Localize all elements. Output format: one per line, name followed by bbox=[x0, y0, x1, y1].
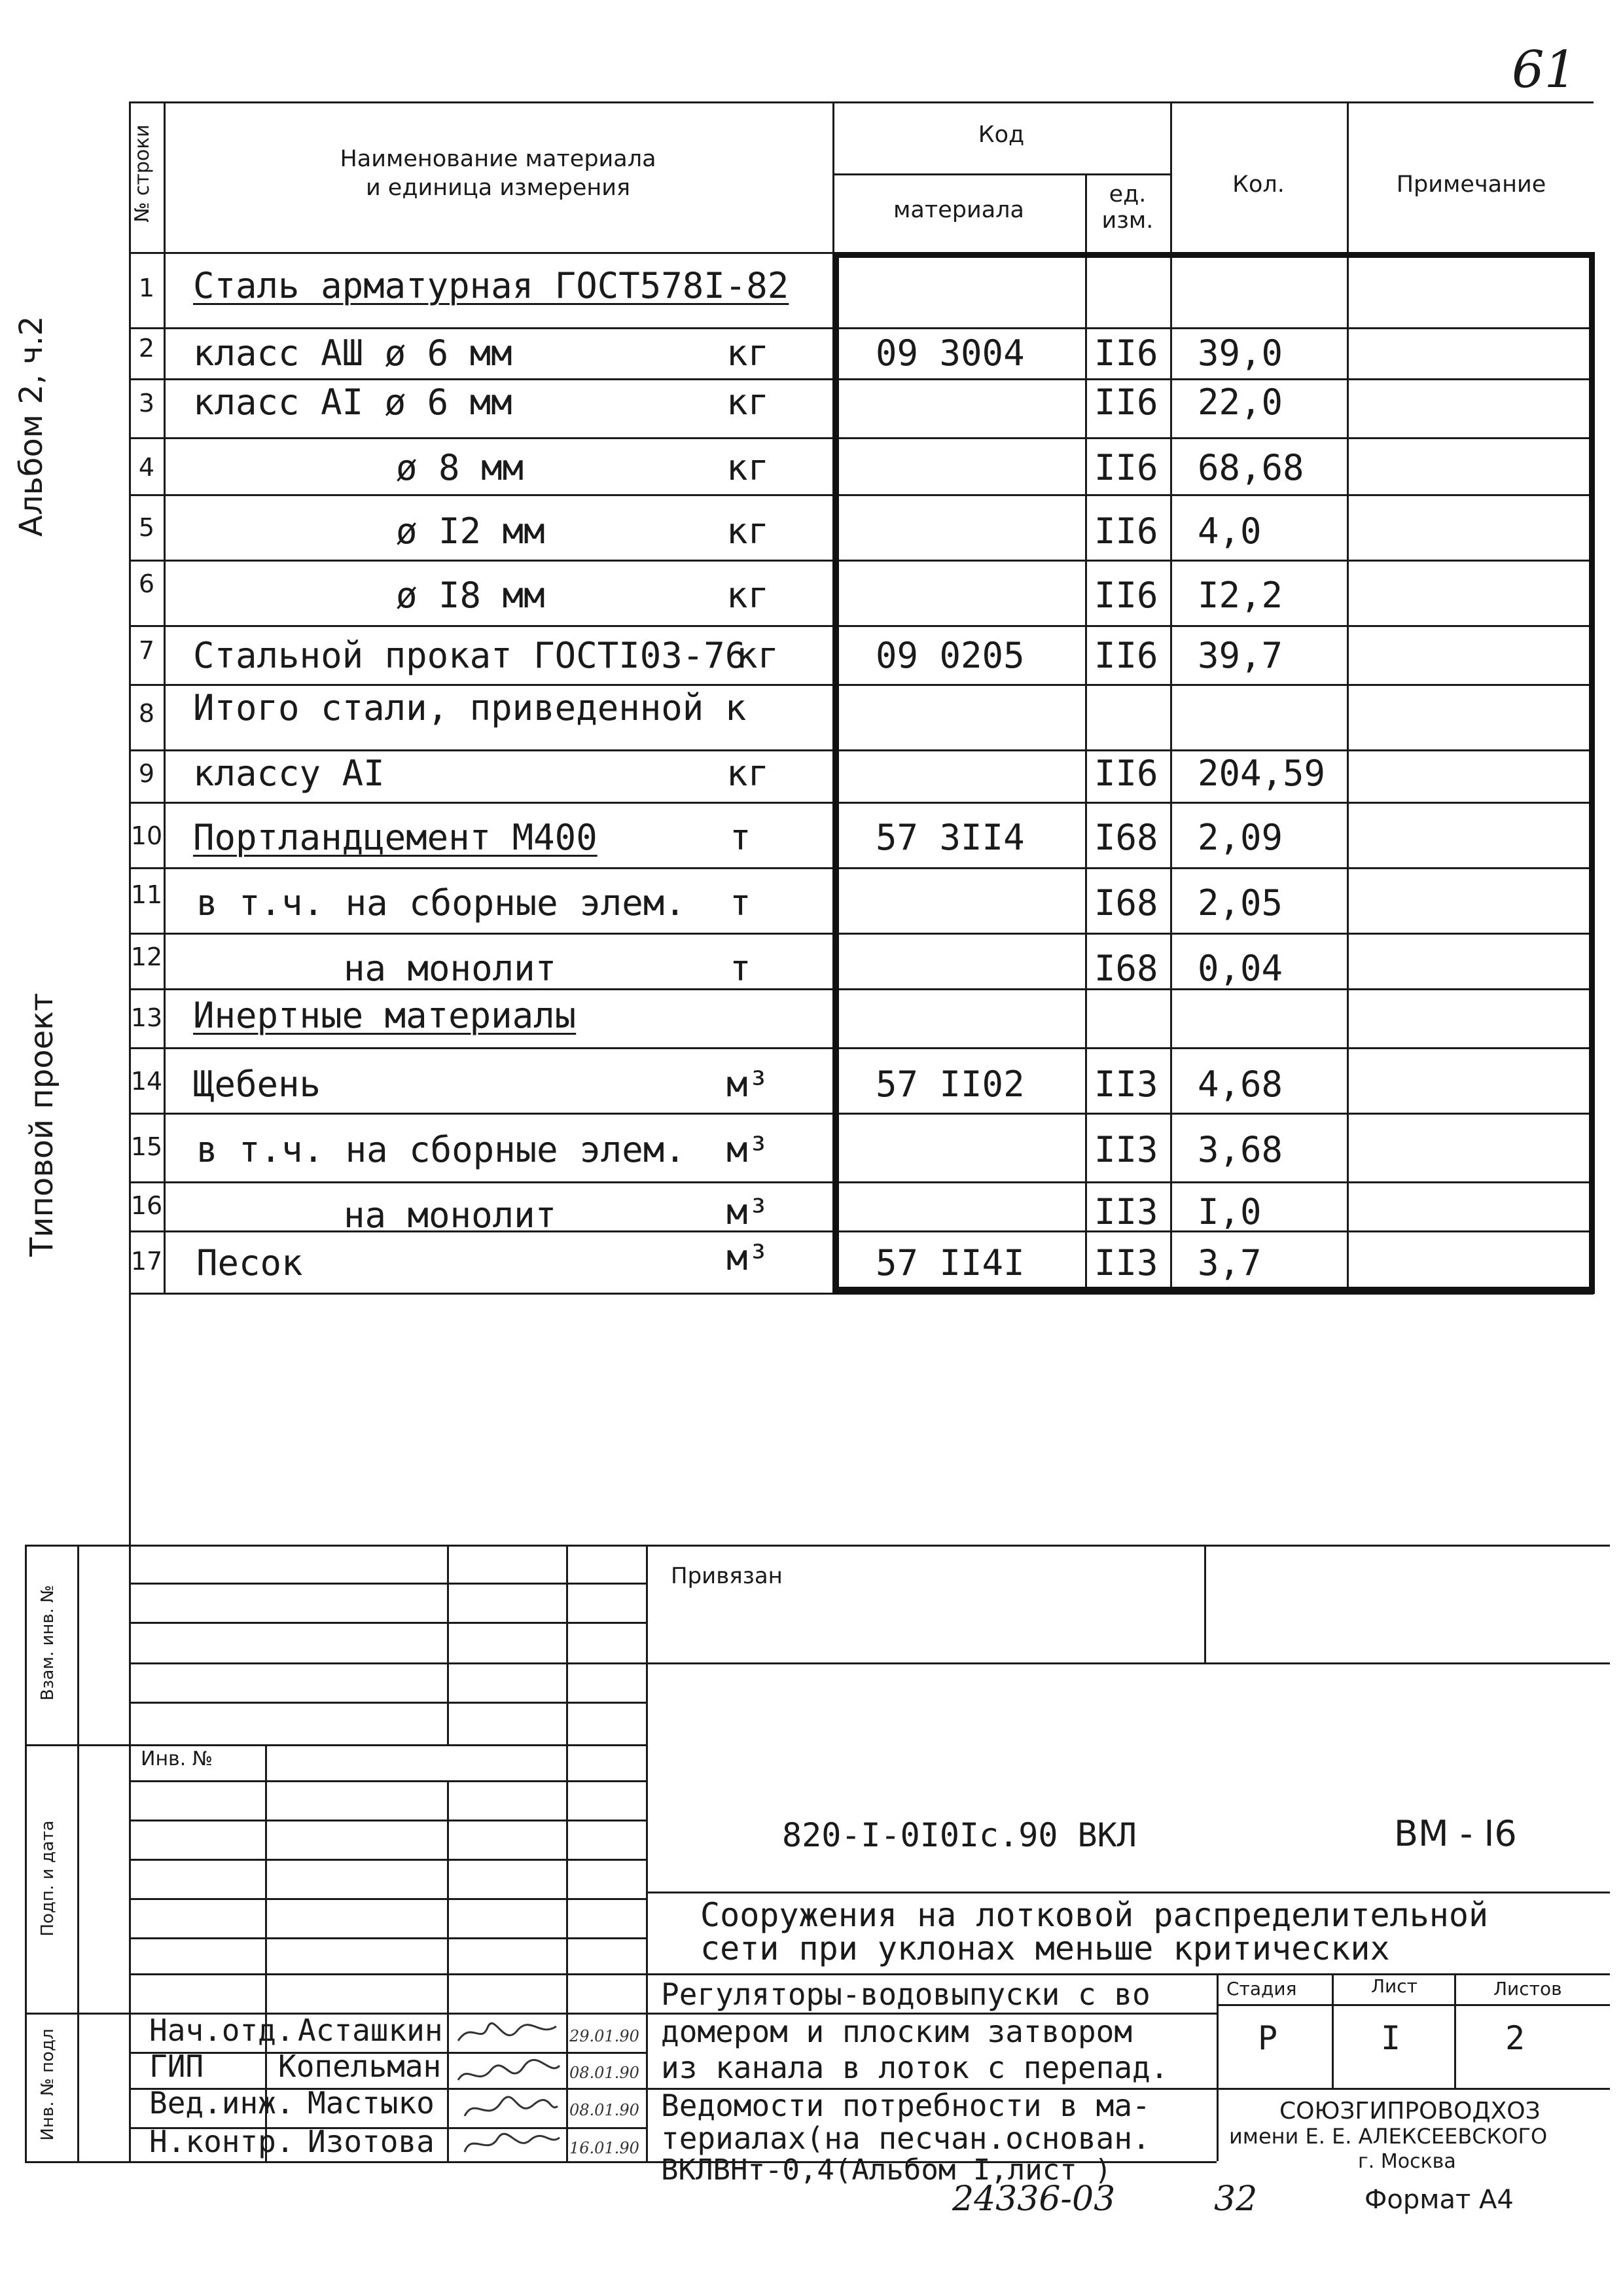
subtitle-2-line-1: Ведомости потребности в ма- bbox=[661, 2088, 1150, 2123]
row-quantity: 68,68 bbox=[1198, 447, 1304, 488]
row-number: 2 bbox=[138, 334, 155, 363]
row-unit-code: II6 bbox=[1094, 511, 1158, 552]
row-unit: т bbox=[730, 882, 751, 924]
row-name: в т.ч. на сборные элем. bbox=[196, 882, 686, 924]
header-code-unit-1: ед. bbox=[1109, 181, 1147, 207]
row-unit-code: II6 bbox=[1094, 382, 1158, 423]
staff-date: 16.01.90 bbox=[569, 2139, 639, 2157]
row-number: 11 bbox=[130, 880, 163, 909]
project-label: Типовой проект bbox=[24, 992, 60, 1257]
title-line-2: сети при уклонах меньше критических bbox=[700, 1929, 1390, 1967]
subtitle-2-line-2: териалах(на песчан.основан. bbox=[661, 2121, 1150, 2156]
signature-scribbles bbox=[452, 2015, 566, 2162]
row-unit-code: II3 bbox=[1094, 1242, 1158, 1283]
row-unit-code: I68 bbox=[1094, 817, 1158, 858]
row-quantity: I2,2 bbox=[1198, 575, 1283, 616]
row-quantity: 39,7 bbox=[1198, 635, 1283, 676]
row-number: 6 bbox=[138, 569, 155, 598]
row-unit: м³ bbox=[726, 1237, 770, 1278]
row-name: на монолит bbox=[344, 948, 557, 989]
row-number: 4 bbox=[138, 453, 155, 482]
footer-left-number: 24336-03 bbox=[952, 2179, 1116, 2219]
row-name: Инертные материалы bbox=[193, 995, 577, 1036]
privyazan-label: Привязан bbox=[671, 1563, 783, 1589]
row-name: ø I2 мм bbox=[396, 511, 545, 552]
staff-name: Мастыко bbox=[308, 2085, 435, 2121]
staff-role: Н.контр. bbox=[149, 2124, 294, 2159]
organization-name: СОЮЗГИПРОВОДХОЗ bbox=[1279, 2098, 1541, 2125]
row-unit: м³ bbox=[726, 1064, 770, 1105]
organization-city: г. Москва bbox=[1358, 2150, 1456, 2173]
row-name: Сталь арматурная ГОСТ578I-82 bbox=[193, 265, 789, 306]
stamp-label-replaced-inv: Взам. инв. № bbox=[38, 1585, 58, 1701]
paper-format: Формат А4 bbox=[1364, 2185, 1514, 2215]
staff-date: 08.01.90 bbox=[569, 2064, 639, 2082]
row-unit: кг bbox=[726, 753, 770, 794]
staff-role: Нач.отд. bbox=[149, 2013, 294, 2048]
row-unit-code: II3 bbox=[1094, 1191, 1158, 1232]
subtitle-2-line-3: ВКЛВНт-0,4(Альбом I,лист ) bbox=[661, 2153, 1112, 2187]
row-quantity: 2,05 bbox=[1198, 882, 1283, 924]
row-number: 3 bbox=[138, 389, 155, 418]
page-number: 61 bbox=[1512, 41, 1577, 99]
staff-name: Копельман bbox=[278, 2049, 442, 2084]
row-unit-code: II6 bbox=[1094, 635, 1158, 676]
subtitle-1-line-1: Регуляторы-водовыпуски с во bbox=[661, 1977, 1150, 2012]
row-unit: кг bbox=[726, 447, 770, 488]
staff-role: Вед.инж. bbox=[149, 2085, 294, 2121]
row-unit-code: I68 bbox=[1094, 948, 1158, 989]
row-unit-code: II6 bbox=[1094, 753, 1158, 794]
staff-name: Асташкин bbox=[298, 2013, 443, 2048]
header-code: Код bbox=[978, 122, 1025, 148]
row-material-code: 09 3004 bbox=[876, 332, 1025, 374]
row-unit-code: II6 bbox=[1094, 575, 1158, 616]
sheets-label: Листов bbox=[1493, 1978, 1562, 2000]
header-row-number: № строки bbox=[131, 124, 154, 223]
row-unit: кг bbox=[726, 332, 770, 374]
row-material-code: 57 3II4 bbox=[876, 817, 1025, 858]
row-unit-code: II6 bbox=[1094, 332, 1158, 374]
header-name-line1: Наименование материала bbox=[340, 146, 656, 172]
row-unit: кг bbox=[736, 635, 779, 676]
subtitle-1-line-3: из канала в лоток с перепад. bbox=[661, 2050, 1169, 2085]
sheet-value: I bbox=[1381, 2019, 1401, 2057]
row-name: Итого стали, приведенной к bbox=[193, 687, 747, 728]
row-number: 10 bbox=[130, 821, 163, 850]
row-material-code: 57 II02 bbox=[876, 1064, 1025, 1105]
row-unit-code: II6 bbox=[1094, 447, 1158, 488]
row-number: 15 bbox=[130, 1132, 163, 1161]
staff-date: 29.01.90 bbox=[569, 2027, 639, 2045]
sheet-code: ВМ - I6 bbox=[1394, 1813, 1517, 1854]
header-note: Примечание bbox=[1396, 171, 1546, 198]
row-unit: м³ bbox=[726, 1191, 770, 1232]
staff-role: ГИП bbox=[149, 2049, 204, 2084]
row-unit: т bbox=[730, 948, 751, 989]
row-material-code: 09 0205 bbox=[876, 635, 1025, 676]
row-number: 12 bbox=[130, 942, 163, 971]
inventory-number-label: Инв. № bbox=[141, 1748, 213, 1770]
row-number: 17 bbox=[130, 1247, 163, 1276]
row-quantity: 4,68 bbox=[1198, 1064, 1283, 1105]
row-name: класс АШ ø 6 мм bbox=[193, 332, 512, 374]
row-quantity: 2,09 bbox=[1198, 817, 1283, 858]
row-quantity: 4,0 bbox=[1198, 511, 1262, 552]
row-name: в т.ч. на сборные элем. bbox=[196, 1129, 686, 1170]
stage-value: Р bbox=[1258, 2019, 1278, 2057]
row-unit: кг bbox=[726, 575, 770, 616]
row-unit: т bbox=[730, 817, 751, 858]
row-number: 1 bbox=[138, 274, 155, 302]
album-label: Альбом 2, ч.2 bbox=[13, 315, 50, 537]
header-name-line2: и единица измерения bbox=[365, 175, 631, 201]
row-quantity: 3,7 bbox=[1198, 1242, 1262, 1283]
row-number: 16 bbox=[130, 1191, 163, 1220]
row-quantity: I,0 bbox=[1198, 1191, 1262, 1232]
subtitle-1-line-2: домером и плоским затвором bbox=[661, 2014, 1133, 2049]
row-name: Песок bbox=[196, 1242, 303, 1283]
row-quantity: 22,0 bbox=[1198, 382, 1283, 423]
row-name: классу АI bbox=[193, 753, 385, 794]
row-name: Щебень bbox=[193, 1064, 321, 1105]
row-unit: кг bbox=[726, 511, 770, 552]
row-unit: кг bbox=[726, 382, 770, 423]
sheet-label: Лист bbox=[1371, 1975, 1418, 1997]
row-name: класс АI ø 6 мм bbox=[193, 382, 512, 423]
row-quantity: 3,68 bbox=[1198, 1129, 1283, 1170]
row-number: 8 bbox=[138, 699, 155, 728]
staff-date: 08.01.90 bbox=[569, 2101, 639, 2119]
row-unit-code: II3 bbox=[1094, 1064, 1158, 1105]
row-quantity: 0,04 bbox=[1198, 948, 1283, 989]
title-line-1: Сооружения на лотковой распределительной bbox=[700, 1896, 1489, 1934]
organization-line-2: имени Е. Е. АЛЕКСЕЕВСКОГО bbox=[1229, 2124, 1548, 2149]
row-name: ø I8 мм bbox=[396, 575, 545, 616]
row-name: Портландцемент М400 bbox=[193, 817, 597, 858]
row-number: 13 bbox=[130, 1003, 163, 1032]
header-code-material: материала bbox=[893, 197, 1024, 223]
row-number: 9 bbox=[138, 759, 155, 788]
row-quantity: 204,59 bbox=[1198, 753, 1326, 794]
staff-name: Изотова bbox=[308, 2124, 435, 2159]
header-quantity: Кол. bbox=[1232, 171, 1285, 198]
stamp-label-orig-inv: Инв. № подл bbox=[38, 2028, 58, 2141]
row-number: 7 bbox=[138, 636, 155, 665]
row-number: 14 bbox=[130, 1067, 163, 1096]
header-code-unit-2: изм. bbox=[1101, 207, 1154, 234]
row-name: Стальной прокат ГОСТI03-76 bbox=[193, 635, 747, 676]
row-name: на монолит bbox=[344, 1194, 557, 1236]
row-number: 5 bbox=[138, 513, 155, 542]
footer-right-number: 32 bbox=[1214, 2179, 1258, 2219]
row-material-code: 57 II4I bbox=[876, 1242, 1025, 1283]
document-code: 820-I-0I0Iс.90 ВКЛ bbox=[782, 1816, 1137, 1854]
row-unit: м³ bbox=[726, 1129, 770, 1170]
stamp-label-signature-date: Подп. и дата bbox=[38, 1820, 58, 1937]
sheets-value: 2 bbox=[1505, 2019, 1525, 2057]
row-quantity: 39,0 bbox=[1198, 332, 1283, 374]
row-name: ø 8 мм bbox=[396, 447, 524, 488]
stage-label: Стадия bbox=[1226, 1978, 1297, 2000]
row-unit-code: I68 bbox=[1094, 882, 1158, 924]
row-unit-code: II3 bbox=[1094, 1129, 1158, 1170]
